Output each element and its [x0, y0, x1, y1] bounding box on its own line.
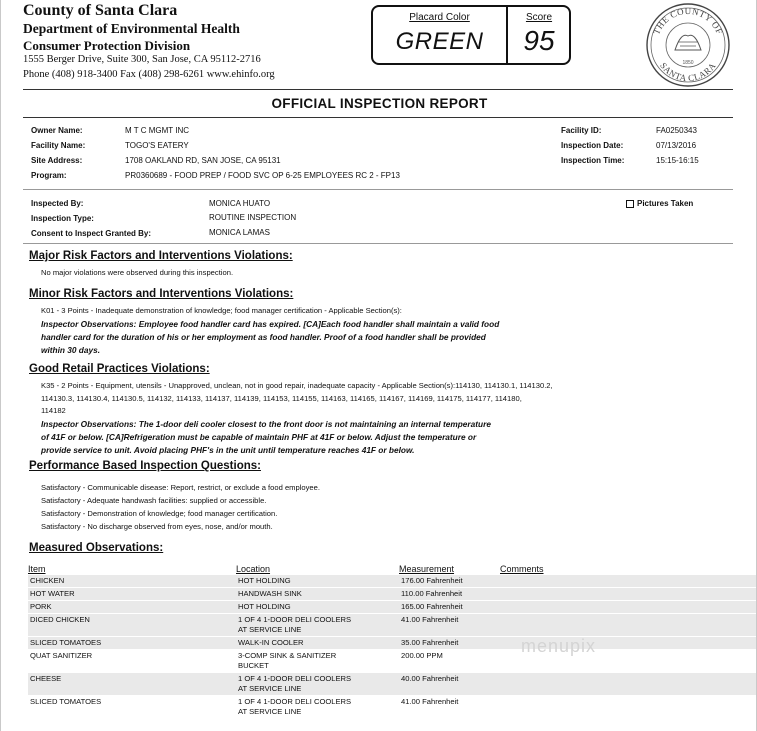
site-address-value: 1708 OAKLAND RD, SAN JOSE, CA 95131	[125, 156, 281, 165]
inspection-date-value: 07/13/2016	[656, 141, 697, 150]
cell-location-line: 1 OF 4 1-DOOR DELI COOLERS	[238, 697, 352, 706]
measured-observations-heading: Measured Observations:	[29, 542, 164, 554]
pictures-taken-label: Pictures Taken	[637, 199, 694, 208]
cell-location-line: HOT HOLDING	[238, 602, 291, 611]
minor-observation-line: handler card for the duration of his or her employment as food handler. Proof of a food handler shall be provided	[41, 332, 486, 342]
table-row	[28, 637, 756, 650]
major-violations-heading: Major Risk Factors and Interventions Violations:	[29, 250, 293, 262]
cell-location-line: HANDWASH SINK	[238, 589, 302, 598]
table-row	[28, 588, 756, 601]
pictures-checkbox[interactable]	[626, 200, 634, 208]
owner-label: Owner Name:	[31, 126, 83, 135]
table-header-row	[28, 563, 756, 575]
table-row	[28, 696, 756, 719]
cell-location-line: 1 OF 4 1-DOOR DELI COOLERS	[238, 674, 352, 683]
cell-location-line: BUCKET	[238, 661, 269, 670]
cell-item: HOT WATER	[28, 588, 236, 601]
cell-measurement: 200.00 PPM	[399, 650, 500, 673]
cell-comments	[500, 601, 756, 614]
placard-color-label: Placard Color	[409, 12, 470, 23]
cell-item: CHICKEN	[28, 575, 236, 588]
cell-location-line: AT SERVICE LINE	[238, 625, 302, 634]
table-row	[28, 614, 756, 637]
program-value: PR0360689 - FOOD PREP / FOOD SVC OP 6-25 EMPLOYEES RC 2 - FP13	[125, 171, 400, 180]
measured-observations-table	[28, 563, 756, 719]
retail-observation-line: of 41F or below. [CA]Refrigeration must be capable of maintain PHF at 41F or below. Adjust the temperature or	[41, 432, 477, 442]
column-header-location: Location	[236, 564, 271, 574]
table-row	[28, 601, 756, 614]
program-label: Program:	[31, 171, 67, 180]
county-title: County of Santa Clara	[23, 2, 178, 19]
cell-location	[236, 588, 399, 601]
performance-item: Satisfactory - Adequate handwash facilities: supplied or accessible.	[41, 496, 267, 505]
seal-year: 1850	[682, 60, 694, 66]
svg-text:THE COUNTY OF	[651, 6, 725, 36]
inspection-type-value: ROUTINE INSPECTION	[209, 213, 297, 222]
cell-measurement: 110.00 Fahrenheit	[399, 588, 500, 601]
minor-observation-line: Inspector Observations: Employee food handler card has expired. [CA]Each food handler shall maintain a valid food	[41, 319, 500, 329]
cell-measurement: 165.00 Fahrenheit	[399, 601, 500, 614]
performance-list	[41, 481, 320, 533]
performance-item: Satisfactory - No discharge observed from eyes, nose, and/or mouth.	[41, 522, 273, 531]
cell-location-line: WALK-IN COOLER	[238, 638, 304, 647]
cell-location	[236, 601, 399, 614]
county-seal-icon	[645, 2, 731, 88]
cell-comments	[500, 614, 756, 637]
retail-code-line: K35 - 2 Points - Equipment, utensils - Unapproved, unclean, not in good repair, inadequate capacity - Applicable Section(s):114130, 114130.1, 114130.2,	[41, 381, 553, 390]
cell-location-line: AT SERVICE LINE	[238, 707, 302, 716]
facility-id-label: Facility ID:	[561, 126, 602, 135]
facility-id-value: FA0250343	[656, 126, 697, 135]
cell-location-line: 1 OF 4 1-DOOR DELI COOLERS	[238, 615, 352, 624]
major-violations-text: No major violations were observed during this inspection.	[41, 268, 234, 277]
inspection-rule	[23, 243, 733, 244]
cell-location	[236, 637, 399, 650]
cell-measurement: 41.00 Fahrenheit	[399, 696, 500, 719]
cell-location	[236, 673, 399, 696]
column-header-item: Item	[28, 564, 46, 574]
seal-text-bottom: SANTA CLARA	[658, 60, 718, 84]
retail-observation	[41, 418, 601, 457]
performance-item: Satisfactory - Demonstration of knowledge; food manager certification.	[41, 509, 278, 518]
cell-comments	[500, 575, 756, 588]
table-row	[28, 673, 756, 696]
placard-color-value: GREEN	[395, 28, 484, 55]
department-address: 1555 Berger Drive, Suite 300, San Jose, CA 95112-2716	[23, 54, 261, 65]
cell-location	[236, 575, 399, 588]
cell-comments	[500, 588, 756, 601]
table-row	[28, 575, 756, 588]
facility-rule	[23, 189, 733, 190]
pictures-taken	[626, 199, 693, 208]
cell-location	[236, 696, 399, 719]
inspection-time-label: Inspection Time:	[561, 156, 625, 165]
minor-observation-line: within 30 days.	[41, 345, 101, 355]
retail-code-line: 114130.3, 114130.4, 114130.5, 114132, 114133, 114137, 114139, 114153, 114155, 114163, 114165, 114167, 114169, 114175, 114177, 114180,	[41, 393, 522, 403]
retail-violations-heading: Good Retail Practices Violations:	[29, 363, 210, 375]
minor-observation	[41, 318, 601, 357]
facility-label: Facility Name:	[31, 141, 86, 150]
cell-location	[236, 614, 399, 637]
retail-observation-line: Inspector Observations: The 1-door deli cooler closest to the front door is not maintaining an internal temperature	[41, 419, 491, 429]
cell-location-line: 3-COMP SINK & SANITIZER	[238, 651, 337, 660]
inspection-time-value: 15:15-16:15	[656, 156, 699, 165]
column-header-measurement: Measurement	[399, 564, 455, 574]
department-contact: Phone (408) 918-3400 Fax (408) 298-6261 www.ehinfo.org	[23, 69, 275, 80]
cell-comments	[500, 696, 756, 719]
score-value: 95	[523, 25, 555, 56]
consent-value: MONICA LAMAS	[209, 228, 270, 237]
cell-comments	[500, 673, 756, 696]
seal-text-top: THE COUNTY OF	[651, 5, 725, 36]
cell-item: DICED CHICKEN	[28, 614, 236, 637]
title-rule-top	[23, 89, 733, 90]
retail-violation-code	[41, 380, 553, 418]
division-name: Consumer Protection Division	[23, 38, 191, 53]
facility-value: TOGO'S EATERY	[125, 141, 189, 150]
cell-location-line: AT SERVICE LINE	[238, 684, 302, 693]
department-name: Department of Environmental Health	[23, 21, 240, 36]
cell-location-line: HOT HOLDING	[238, 576, 291, 585]
inspection-date-label: Inspection Date:	[561, 141, 624, 150]
cell-measurement: 176.00 Fahrenheit	[399, 575, 500, 588]
site-address-label: Site Address:	[31, 156, 83, 165]
cell-measurement: 41.00 Fahrenheit	[399, 614, 500, 637]
retail-observation-line: provide service to unit. Avoid placing PHF's in the unit until temperature reaches 41F or below.	[41, 445, 415, 455]
score-label: Score	[525, 12, 553, 23]
inspected-by-value: MONICA HUATO	[209, 199, 271, 208]
watermark: menupix	[521, 636, 597, 656]
column-header-comments: Comments	[500, 564, 544, 574]
table-row	[28, 650, 756, 673]
cell-measurement: 35.00 Fahrenheit	[399, 637, 500, 650]
cell-location	[236, 650, 399, 673]
title-rule-bottom	[23, 117, 733, 118]
consent-label: Consent to Inspect Granted By:	[31, 229, 152, 238]
owner-value: M T C MGMT INC	[125, 126, 189, 135]
cell-item: QUAT SANITIZER	[28, 650, 236, 673]
inspection-type-label: Inspection Type:	[31, 214, 94, 223]
minor-violation-code: K01 - 3 Points - Inadequate demonstration of knowledge; food manager certification - Applicable Section(s):	[41, 306, 402, 315]
performance-heading: Performance Based Inspection Questions:	[29, 460, 261, 472]
cell-item: PORK	[28, 601, 236, 614]
cell-measurement: 40.00 Fahrenheit	[399, 673, 500, 696]
cell-item: SLICED TOMATOES	[28, 696, 236, 719]
performance-item: Satisfactory - Communicable disease: Report, restrict, or exclude a food employee.	[41, 483, 320, 492]
report-title: OFFICIAL INSPECTION REPORT	[271, 96, 488, 111]
cell-item: SLICED TOMATOES	[28, 637, 236, 650]
minor-violations-heading: Minor Risk Factors and Interventions Violations:	[29, 288, 294, 300]
cell-item: CHEESE	[28, 673, 236, 696]
retail-code-line: 114182	[41, 406, 66, 415]
inspected-by-label: Inspected By:	[31, 199, 84, 208]
